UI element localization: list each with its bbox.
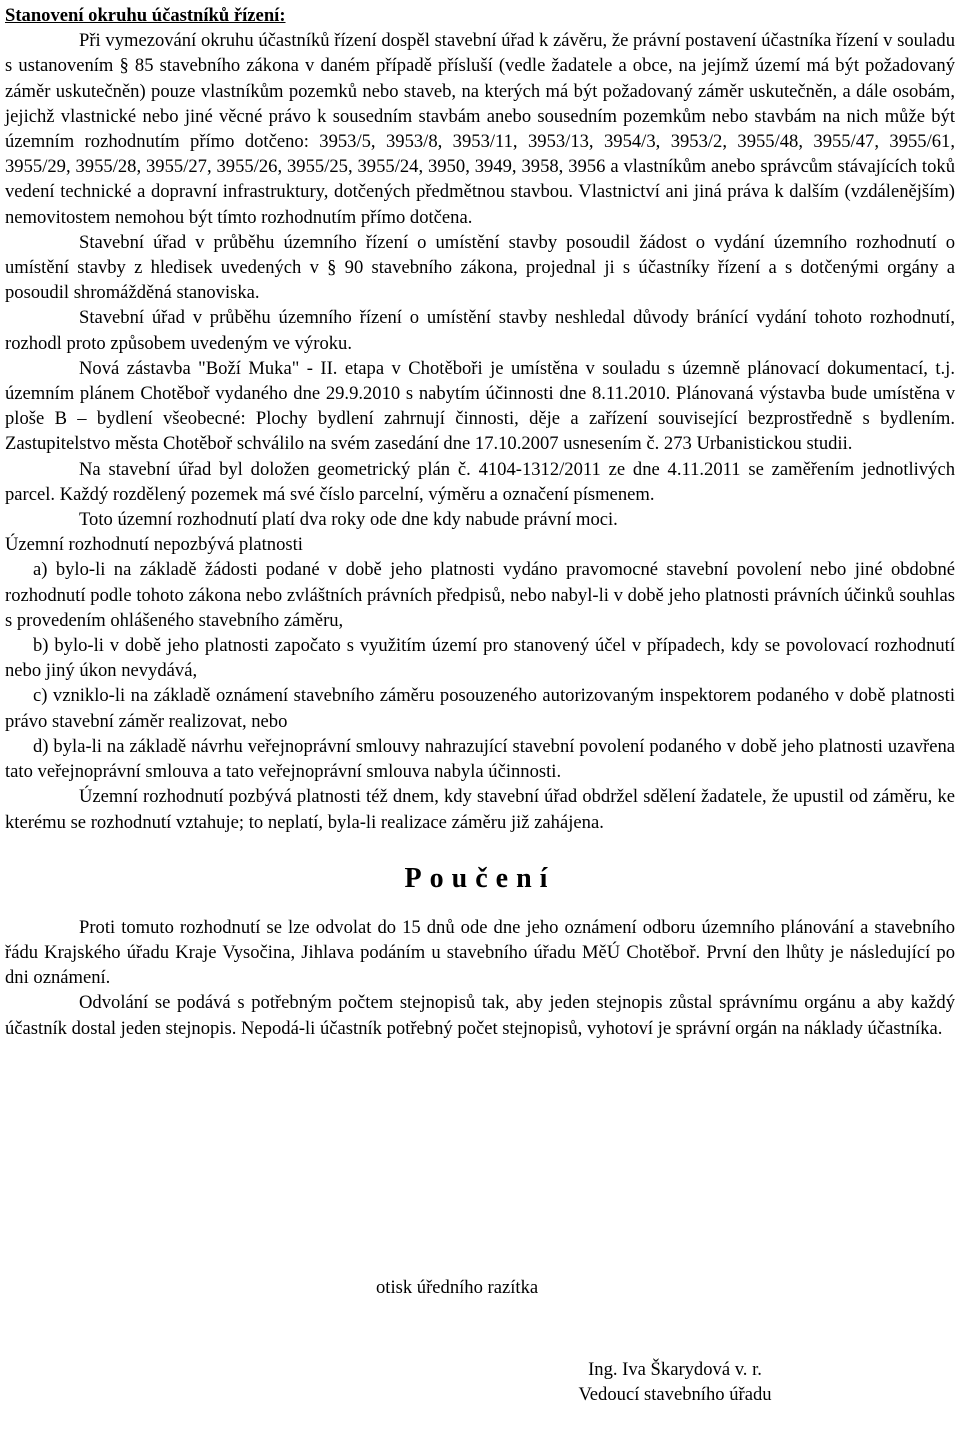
paragraph-appeal: Proti tomuto rozhodnutí se lze odvolat do 15 dnů ode dne jeho oznámení odboru územního plánování a stavebního řádu Krajského úřadu Kraje Vysočina, Jihlava podáním u stavebního úřadu MěÚ Chotěboř. První den lhůty je následující po dni oznámení. xyxy=(5,916,955,989)
section-heading: Stanovení okruhu účastníků řízení: xyxy=(5,5,286,26)
paragraph-geometric-plan: Na stavební úřad byl doložen geometrický plán č. 4104-1312/2011 ze dne 4.11.2011 se zaměřením jednotlivých parcel. Každý rozdělený pozemek má své číslo parcelní, výměru a označení písmenem. xyxy=(5,458,955,505)
signatory-title: Vedoucí stavebního úřadu xyxy=(578,1384,772,1405)
paragraph-validity-period: Toto územní rozhodnutí platí dva roky ode dne kdy nabude právní moci. xyxy=(79,509,618,531)
paragraph-appeal-copies: Odvolání se podává s potřebným počtem stejnopisů tak, aby jeden stejnopis zůstal správnímu orgánu a aby každý účastník dostal jeden stejnopis. Nepodá-li účastník potřebný počet stejnopisů, vyhotoví je správní orgán na náklady účastníka. xyxy=(5,992,955,1039)
document-page xyxy=(5,3,955,1041)
validity-item-b: b) bylo-li v době jeho platnosti započato s využitím území pro stanovený účel v případech, kdy se povolovací rozhodnutí nebo jiný úkon nevydává, xyxy=(5,635,955,682)
paragraph-expiry: Územní rozhodnutí pozbývá platnosti též dnem, kdy stavební úřad obdržel sdělení žadatele, že upustil od záměru, ke kterému se rozhodnutí vztahuje; to neplatí, byla-li realizace záměru již zahájena. xyxy=(5,786,955,833)
validity-intro: Územní rozhodnutí nepozbývá platnosti xyxy=(5,534,303,556)
paragraph-assessment: Stavební úřad v průběhu územního řízení o umístění stavby posoudil žádost o vydání územního rozhodnutí o umístění stavby z hledisek uvedených v § 90 stavebního zákona, projednal ji s účastníky řízení a s dotčenými orgány a posoudil shromážděná stanoviska. xyxy=(5,231,955,304)
stamp-placeholder: otisk úředního razítka xyxy=(376,1277,539,1298)
validity-item-a: a) bylo-li na základě žádosti podané v době jeho platnosti vydáno pravomocné stavební povolení nebo jiné obdobné rozhodnutí podle tohoto zákona nebo zvláštních právních předpisů, nebo nabyl-li v době jeho platnosti právních účinků souhlas s provedením ohlášeného stavebního záměru, xyxy=(5,559,955,631)
paragraph-zoning: Nová zástavba "Boží Muka" - II. etapa v Chotěboři je umístěna v souladu s územně plánovací dokumentací, t.j. územním plánem Chotěboř vydaného dne 29.9.2010 s nabytím účinnosti dne 8.11.2010. Plánovaná výstavba bude umístěna v ploše B – bydlení všeobecné: Plochy bydlení zahrnují činnosti, děje a zařízení související bezprostředně s bydlením. Zastupitelstvo města Chotěboř schválilo na svém zasedání dne 17.10.2007 usnesením č. 273 Urbanistickou studii. xyxy=(5,357,955,455)
paragraph-decision: Stavební úřad v průběhu územního řízení o umístění stavby neshledal důvody bránící vydání tohoto rozhodnutí, rozhodl proto způsobem uvedeným ve výroku. xyxy=(5,307,955,354)
signature-block xyxy=(545,1357,805,1407)
poucheni-title: Poučení xyxy=(404,862,556,894)
validity-item-c: c) vzniklo-li na základě oznámení stavebního záměru posouzeného autorizovaným inspektorem podaného v době platnosti právo stavební záměr realizovat, nebo xyxy=(5,685,955,732)
validity-item-d: d) byla-li na základě návrhu veřejnoprávní smlouvy nahrazující stavební povolení podaného v době jeho platnosti uzavřena tato veřejnoprávní smlouva a tato veřejnoprávní smlouva nabyla účinnosti. xyxy=(5,735,955,783)
paragraph-participants: Při vymezování okruhu účastníků řízení dospěl stavební úřad k závěru, že právní postavení účastníka řízení v souladu s ustanovením § 85 stavebního zákona v daném případě přísluší (vedle žadatele a obce, na jejímž území má být požadovaný záměr uskutečněn) pouze vlastníkům pozemků nebo staveb, na kterých má být požadovaný záměr uskutečněn, a dále osobám, jejichž vlastnické nebo jiné věcné právo k sousedním stavbám anebo sousedním pozemkům nebo stavbám na nich může být územním rozhodnutím přímo dotčeno: 3953/5, 3953/8, 3953/11, 3953/13, 3954/3, 3953/2, 3955/48, 3955/47, 3955/61, 3955/29, 3955/28, 3955/27, 3955/26, 3955/25, 3955/24, 3950, 3949, 3958, 3956 a vlastníkům anebo správcům stávajících toků vedení technické a dopravní infrastruktury, dotčených předmětnou stavbou. Vlastnictví ani jiná práva k dalším (vzdálenějším) nemovitostem nemohou být tímto rozhodnutím přímo dotčena. xyxy=(5,30,955,228)
signatory-name: Ing. Iva Škarydová v. r. xyxy=(588,1359,762,1380)
